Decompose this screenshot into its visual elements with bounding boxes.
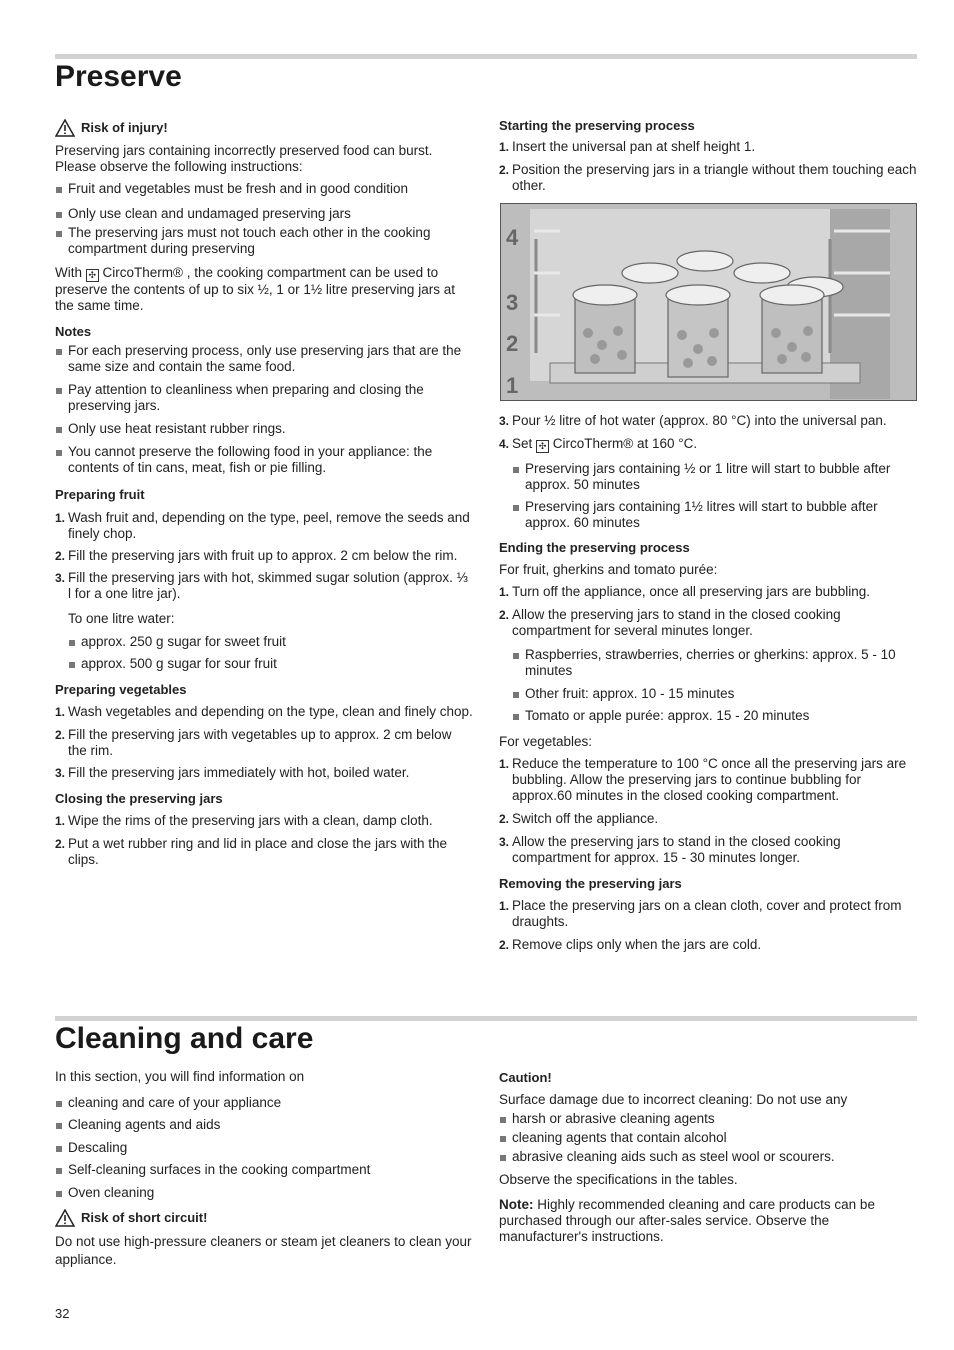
list-item: Oven cleaning <box>55 1185 473 1201</box>
instruction-list <box>55 181 473 257</box>
list-item: Preserving jars containing ½ or 1 litre will start to bubble after approx. 50 minutes <box>512 461 917 493</box>
note-text: Highly recommended cleaning and care products can be purchased through our after-sales service. Observe the manufacturer's instructions. <box>499 1197 875 1244</box>
ending-process-heading: Ending the preserving process <box>499 540 690 555</box>
list-item: abrasive cleaning aids such as steel wool or scourers. <box>499 1149 917 1165</box>
end-fruit-steps <box>499 584 917 639</box>
warning-text: Preserving jars containing incorrectly preserved food can burst. Please observe the following instructions: <box>55 143 433 174</box>
step-text: Turn off the appliance, once all preserving jars are bubbling. <box>512 584 870 599</box>
step-item: 1. Reduce the temperature to 100 °C once all the preserving jars are bubbling. Allow the preserving jars to continue bubbling for approx.60 minutes in the closed cooking compartment. <box>499 756 907 803</box>
step-item: 2. Put a wet rubber ring and lid in place and close the jars with the clips. <box>55 836 447 867</box>
warning-heading <box>55 119 473 137</box>
starting-process-heading: Starting the preserving process <box>499 118 695 133</box>
preparing-vegetables-heading: Preparing vegetables <box>55 682 187 697</box>
cleaning-right-column <box>499 1070 917 1245</box>
list-item: Raspberries, strawberries, cherries or gherkins: approx. 5 - 10 minutes <box>512 647 917 679</box>
remove-steps <box>499 898 917 953</box>
step-text: CircoTherm® at 160 °C. <box>552 436 698 451</box>
circotherm-fan-icon: ✣ <box>536 440 549 453</box>
section-rule <box>55 1016 917 1021</box>
list-item: Fruit and vegetables must be fresh and in good condition <box>55 181 473 197</box>
shelf-number: 3 <box>506 290 519 315</box>
step-item: 4. Set ✣ CircoTherm® at 160 °C. <box>499 436 698 451</box>
cleaning-left-column <box>55 1069 473 1269</box>
step-text: Remove clips only when the jars are cold. <box>512 937 762 952</box>
list-item: Cleaning agents and aids <box>55 1117 473 1133</box>
fruit-steps <box>55 510 473 602</box>
preparing-fruit-heading: Preparing fruit <box>55 487 145 502</box>
stand-times-list <box>499 647 917 724</box>
step-item: 1. Wash fruit and, depending on the type, peel, remove the seeds and finely chop. <box>55 510 470 541</box>
list-item: approx. 500 g sugar for sour fruit <box>68 656 473 672</box>
removing-jars-heading: Removing the preserving jars <box>499 876 682 891</box>
step-text: Insert the universal pan at shelf height 1. <box>512 139 756 154</box>
step-item: 1. Place the preserving jars on a clean cloth, cover and protect from draughts. <box>499 898 902 929</box>
warning-heading <box>55 1209 473 1227</box>
list-item: Only use heat resistant rubber rings. <box>55 421 473 437</box>
step-text: Fill the preserving jars immediately with hot, boiled water. <box>68 765 410 780</box>
step-item: 1. Wipe the rims of the preserving jars with a clean, damp cloth. <box>55 813 433 828</box>
step-text: Reduce the temperature to 100 °C once all the preserving jars are bubbling. Allow the preserving jars to continue bubbling for approx.60 minutes in the closed cooking compartment. <box>512 756 907 803</box>
bubble-times-list <box>499 461 917 531</box>
closing-steps <box>55 813 473 868</box>
step-item: 2. Allow the preserving jars to stand in the closed cooking compartment for several minutes longer. <box>499 607 841 638</box>
warning-triangle-icon <box>55 119 75 137</box>
start-steps <box>499 139 917 194</box>
list-item: cleaning agents that contain alcohol <box>499 1130 917 1146</box>
list-item: Other fruit: approx. 10 - 15 minutes <box>512 686 917 702</box>
for-vegetables-label: For vegetables: <box>499 734 593 749</box>
list-item: cleaning and care of your appliance <box>55 1095 473 1111</box>
cleaning-topics-list <box>55 1095 473 1201</box>
step-text: Put a wet rubber ring and lid in place and close the jars with the clips. <box>68 836 447 867</box>
shelf-number: 4 <box>506 225 519 250</box>
step-item: 3. Pour ½ litre of hot water (approx. 80 °C) into the universal pan. <box>499 413 887 428</box>
circotherm-fan-icon: ✣ <box>86 269 99 282</box>
list-item: You cannot preserve the following food in your appliance: the contents of tin cans, meat, fish or pie filling. <box>55 444 473 476</box>
step-text: Pour ½ litre of hot water (approx. 80 °C) into the universal pan. <box>512 413 887 428</box>
observe-text: Observe the specifications in the tables. <box>499 1172 738 1187</box>
warning-label: Risk of short circuit! <box>81 1210 208 1225</box>
note-label: Note: <box>499 1197 534 1212</box>
step-text: Allow the preserving jars to stand in the closed cooking compartment for approx. 15 - 30 minutes longer. <box>512 834 841 865</box>
end-veg-steps <box>499 756 917 866</box>
oven-jars-illustration <box>500 203 917 401</box>
step-text: Wipe the rims of the preserving jars with a clean, damp cloth. <box>68 813 433 828</box>
step-item: 2. Fill the preserving jars with vegetables up to approx. 2 cm below the rim. <box>55 727 452 758</box>
step-item: 2. Remove clips only when the jars are cold. <box>499 937 762 952</box>
list-item: Pay attention to cleanliness when preparing and closing the preserving jars. <box>55 382 473 414</box>
note-paragraph <box>499 1197 917 1245</box>
shelf-number: 2 <box>506 331 519 356</box>
step-text: Allow the preserving jars to stand in the closed cooking compartment for several minutes longer. <box>512 607 841 638</box>
vegetable-steps <box>55 704 473 781</box>
step-item: 3. Fill the preserving jars immediately with hot, boiled water. <box>55 765 410 780</box>
step-item: 1. Wash vegetables and depending on the type, clean and finely chop. <box>55 704 473 719</box>
preserve-right-column-top <box>499 118 917 194</box>
start-steps-continued <box>499 413 917 453</box>
circotherm-prefix: With <box>55 265 82 280</box>
step-text: Switch off the appliance. <box>512 811 659 826</box>
list-item: For each preserving process, only use preserving jars that are the same size and contain the same food. <box>55 343 473 375</box>
step-item: 2. Switch off the appliance. <box>499 811 659 826</box>
step-item: 2. Position the preserving jars in a triangle without them touching each other. <box>499 162 917 193</box>
step-text: Fill the preserving jars with hot, skimmed sugar solution (approx. ⅓ l for a one litre jar). <box>68 570 468 601</box>
caution-intro: Surface damage due to incorrect cleaning: Do not use any <box>499 1092 848 1107</box>
circotherm-paragraph <box>55 265 473 314</box>
notes-list <box>55 343 473 476</box>
section-title-cleaning: Cleaning and care <box>55 1022 314 1055</box>
list-item: harsh or abrasive cleaning agents <box>499 1111 917 1127</box>
warning-triangle-icon <box>55 1209 75 1227</box>
caution-heading: Caution! <box>499 1070 552 1085</box>
list-item: Self-cleaning surfaces in the cooking compartment <box>55 1162 473 1178</box>
step-item: 2. Fill the preserving jars with fruit up to approx. 2 cm below the rim. <box>55 548 458 563</box>
page-number: 32 <box>55 1306 70 1321</box>
step-text: Wash vegetables and depending on the type, clean and finely chop. <box>68 704 473 719</box>
step-item: 3. Allow the preserving jars to stand in the closed cooking compartment for approx. 15 - 30 minutes longer. <box>499 834 841 865</box>
cleaning-intro: In this section, you will find information on <box>55 1069 305 1084</box>
step-text: Fill the preserving jars with fruit up to approx. 2 cm below the rim. <box>68 548 458 563</box>
step-item: 1. Turn off the appliance, once all preserving jars are bubbling. <box>499 584 870 599</box>
list-item: The preserving jars must not touch each other in the cooking compartment during preserving <box>55 225 473 257</box>
step-text: Place the preserving jars on a clean cloth, cover and protect from draughts. <box>512 898 902 929</box>
list-item: approx. 250 g sugar for sweet fruit <box>68 634 473 650</box>
preserve-left-column <box>55 119 473 868</box>
warning-label: Risk of injury! <box>81 120 168 135</box>
step-item: 3. Fill the preserving jars with hot, skimmed sugar solution (approx. ⅓ l for a one litre jar). <box>55 570 468 601</box>
litre-water-label: To one litre water: <box>68 611 175 626</box>
notes-heading: Notes <box>55 324 92 339</box>
list-item: Only use clean and undamaged preserving jars <box>55 206 473 222</box>
step-item: 1. Insert the universal pan at shelf height 1. <box>499 139 756 154</box>
caution-list <box>499 1111 917 1165</box>
circotherm-text: CircoTherm® , the cooking compartment can be used to preserve the contents of up to six ½, 1 or 1½ litre preserving jars at the same time. <box>55 265 455 313</box>
section-rule <box>55 54 917 59</box>
step-text: Position the preserving jars in a triangle without them touching each other. <box>512 162 917 193</box>
preserve-right-column-bottom <box>499 413 917 953</box>
step-text: Fill the preserving jars with vegetables up to approx. 2 cm below the rim. <box>68 727 452 758</box>
step-text: Set <box>512 436 533 451</box>
list-item: Tomato or apple purée: approx. 15 - 20 minutes <box>512 708 917 724</box>
short-circuit-text: Do not use high-pressure cleaners or steam jet cleaners to clean your appliance. <box>55 1234 472 1267</box>
list-item: Descaling <box>55 1140 473 1156</box>
list-item: Preserving jars containing 1½ litres will start to bubble after approx. 60 minutes <box>512 499 917 531</box>
for-fruit-label: For fruit, gherkins and tomato purée: <box>499 562 718 577</box>
shelf-number: 1 <box>506 373 519 398</box>
sugar-list <box>55 634 473 672</box>
section-title-preserve: Preserve <box>55 60 182 93</box>
step-text: Wash fruit and, depending on the type, peel, remove the seeds and finely chop. <box>68 510 470 541</box>
closing-jars-heading: Closing the preserving jars <box>55 791 223 806</box>
